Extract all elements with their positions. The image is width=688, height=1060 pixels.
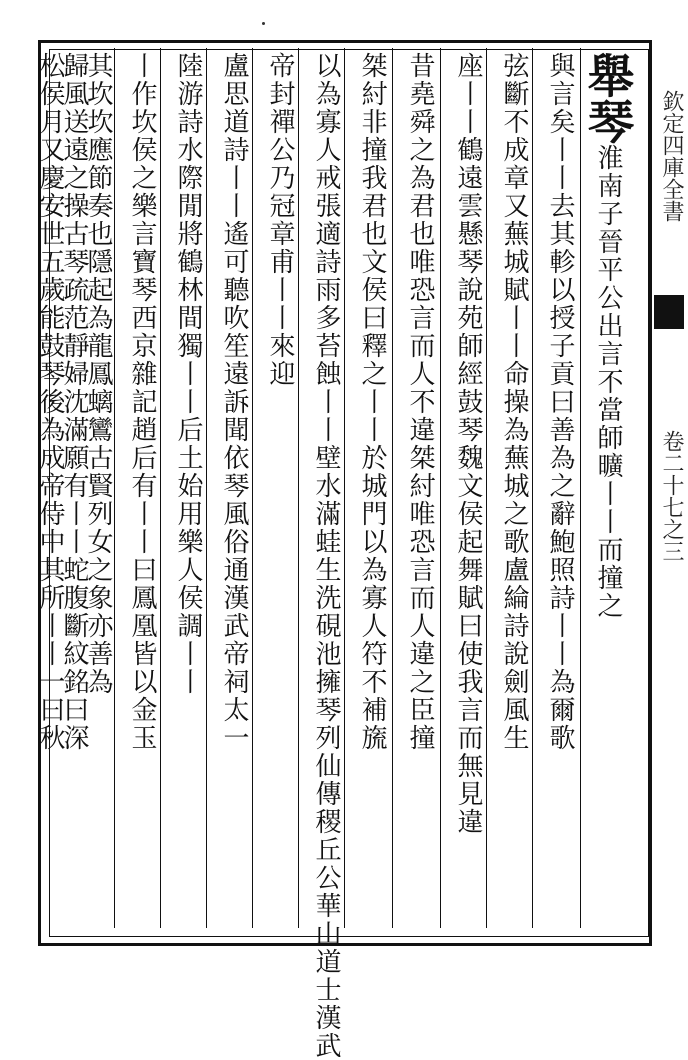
text-column-14 (35, 52, 72, 922)
text-column-3 (492, 52, 536, 922)
column-text: 丨作坎侯之樂言寶琴西京雜記趙后有丨丨曰鳳凰皆以金玉 (127, 52, 157, 752)
column-text: 陸游詩水際閒將鶴林間獨丨丨后土始用樂人侯調丨丨 (173, 52, 203, 696)
text-column-4 (446, 52, 490, 922)
column-text: 座丨丨鶴遠雲懸琴說苑師經鼓琴魏文侯起舞賦曰使我言而無見違 (453, 52, 483, 836)
volume-label: 卷二十七之三 (659, 430, 684, 562)
column-text: 其坎坎應節奏也隱起為龍鳳螭鸞古賢列女之象亦善為 (83, 52, 113, 696)
column-text: 歸風送遠之操古琴疏范靜婦沈滿願有丨丨蛇腹斷紋銘曰深 (59, 52, 89, 752)
column-text: 以為寡人戒張適詩雨多苔蝕丨丨壁水滿蛙生洗硯池擁琴列仙傳稷丘公華山道士漢武 (311, 52, 341, 1060)
text-column-10 (166, 52, 210, 922)
column-text: 弦斷不成章又蕪城賦丨丨命操為蕪城之歌盧綸詩說劍風生 (499, 52, 529, 752)
fish-tail-mark (654, 295, 684, 329)
text-column-5 (398, 52, 442, 922)
column-text: 松侯月又慶安世五歲能鼓琴後為成帝侍中其所丨丨一曰秋 (35, 52, 65, 752)
column-text: 昔堯舜之為君也唯恐言而人不違桀紂唯恐言而人違之臣撞 (405, 52, 435, 752)
text-column-8 (258, 52, 302, 922)
text-column-1 (581, 52, 635, 922)
column-text: 淮南子晉平公出言不當師曠丨丨而撞之 (593, 144, 623, 620)
book-title: 欽定四庫全書 (659, 90, 684, 222)
text-column-9 (212, 52, 256, 922)
page-speck (262, 22, 265, 25)
text-column-12 (83, 52, 120, 922)
text-column-13 (59, 52, 96, 922)
text-column-11 (120, 52, 164, 922)
column-text: 與言矣丨丨去其軫以授子貢曰善為之辭鮑照詩丨丨為爾歌 (545, 52, 575, 752)
text-column-2 (538, 52, 582, 922)
page-fold-margin (654, 40, 688, 946)
text-column-7 (304, 52, 348, 1060)
column-text: 帝封禪公乃冠章甫丨丨來迎 (265, 52, 295, 388)
column-text: 桀紂非撞我君也文侯曰釋之丨丨於城門以為寡人符不補旒 (357, 52, 387, 752)
text-column-6 (350, 52, 394, 922)
entry-head-ju-qin: 舉琴 (581, 52, 635, 144)
column-text: 盧思道詩丨丨遙可聽吹笙遠訴聞依琴風俗通漢武帝祠太一 (219, 52, 249, 752)
